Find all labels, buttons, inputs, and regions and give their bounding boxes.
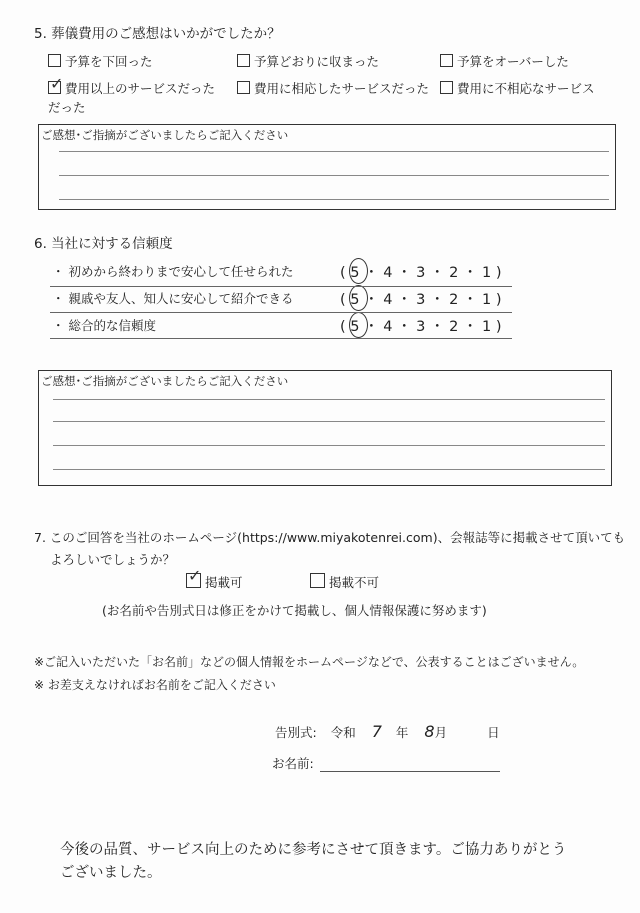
q5-option-checked[interactable] xyxy=(48,74,216,97)
comment-label: ご感想･ご指摘がございましたらご記入ください xyxy=(41,128,289,142)
q7-title-line2: よろしいでしょうか？ xyxy=(50,552,176,567)
q6-title: 6. 当社に対する信頼度 xyxy=(34,236,173,252)
q5-option[interactable] xyxy=(237,52,379,70)
row-underline xyxy=(50,286,512,287)
q5-option[interactable] xyxy=(237,79,429,97)
row-underline xyxy=(50,338,512,339)
notice: ※ご記入いただいた「お名前」などの個人情報をホームページなどで、公表することはございません。 xyxy=(34,655,585,669)
checkbox[interactable] xyxy=(440,81,453,94)
option-label: 予算を下回った xyxy=(65,54,153,69)
date-month-value[interactable]: 8 xyxy=(424,722,435,741)
comment-label: ご感想･ご指摘がございましたらご記入ください xyxy=(41,374,289,388)
date-year-unit: 年 xyxy=(395,725,409,740)
writing-line xyxy=(59,199,609,200)
q5-comment-box[interactable] xyxy=(38,124,616,210)
q7-note: (お名前や告別式日は修正をかけて掲載し、個人情報保護に努めます) xyxy=(102,603,487,618)
writing-line xyxy=(53,445,605,446)
option-label: 掲載可 xyxy=(205,575,243,590)
option-label: 費用以上のサービスだった xyxy=(65,81,216,96)
name-label: お名前: xyxy=(272,756,314,771)
option-label: 予算をオーバーした xyxy=(457,54,569,69)
checkbox[interactable] xyxy=(237,54,250,67)
option-label: 予算どおりに収まった xyxy=(254,54,380,69)
date-era: 令和 xyxy=(330,725,356,740)
row-underline xyxy=(50,312,512,313)
funeral-date[interactable] xyxy=(275,722,500,741)
checkbox-checked[interactable] xyxy=(186,566,202,588)
writing-line xyxy=(59,175,609,176)
date-month-unit: 月 xyxy=(434,725,448,740)
writing-line xyxy=(53,469,605,470)
writing-line xyxy=(53,399,605,400)
q7-option[interactable] xyxy=(310,573,379,591)
q6-item-label: ・ 親戚や友人、知人に安心して紹介できる xyxy=(52,291,294,306)
q6-item-label: ・ 総合的な信頼度 xyxy=(52,318,156,333)
checkbox[interactable] xyxy=(48,54,61,67)
option-label: 費用に不相応なサービス xyxy=(457,81,595,96)
name-field[interactable] xyxy=(320,771,500,772)
selected-circle xyxy=(349,258,368,284)
notice: ※ お差支えなければお名前をご記入ください xyxy=(34,678,276,692)
q5-option[interactable] xyxy=(440,79,595,97)
rating-scale[interactable]: ( 5 ・ 4 ・ 3 ・ 2 ・ 1 ) xyxy=(340,319,502,335)
q6-comment-box[interactable] xyxy=(38,370,612,486)
option-label: 費用に相応したサービスだった xyxy=(254,81,430,96)
date-label: 告別式: xyxy=(275,725,317,740)
q5-title: 5. 葬儀費用のご感想はいかがでしたか？ xyxy=(34,26,281,42)
q7-option-checked[interactable] xyxy=(186,566,243,591)
q5-option[interactable] xyxy=(48,52,153,70)
checkbox[interactable] xyxy=(310,573,325,588)
writing-line xyxy=(59,151,609,152)
closing-message: ございました。 xyxy=(60,865,162,881)
checkbox[interactable] xyxy=(237,81,250,94)
checkbox[interactable] xyxy=(440,54,453,67)
q7-title: 7. このご回答を当社のホームページ(https://www.miyakotenrei.com)、会報誌等に掲載させて頂いても xyxy=(34,530,626,545)
writing-line xyxy=(53,421,605,422)
q5-option-wrap: だった xyxy=(48,100,86,115)
selected-circle xyxy=(349,285,368,311)
q5-option[interactable] xyxy=(440,52,569,70)
closing-message: 今後の品質、サービス向上のために参考にさせて頂きます。ご協力ありがとう xyxy=(60,842,567,858)
checkmark-icon: ✓ xyxy=(188,566,202,585)
rating-scale[interactable]: ( 5 ・ 4 ・ 3 ・ 2 ・ 1 ) xyxy=(340,265,502,281)
date-day-unit: 日 xyxy=(487,725,500,740)
checkmark-icon: ✓ xyxy=(50,74,64,93)
rating-scale[interactable]: ( 5 ・ 4 ・ 3 ・ 2 ・ 1 ) xyxy=(340,292,502,308)
option-label: 掲載不可 xyxy=(329,575,380,590)
selected-circle xyxy=(349,312,368,338)
date-year-value[interactable]: 7 xyxy=(371,722,382,741)
checkbox-checked[interactable] xyxy=(48,74,64,94)
q6-item-label: ・ 初めから終わりまで安心して任せられた xyxy=(52,264,294,279)
